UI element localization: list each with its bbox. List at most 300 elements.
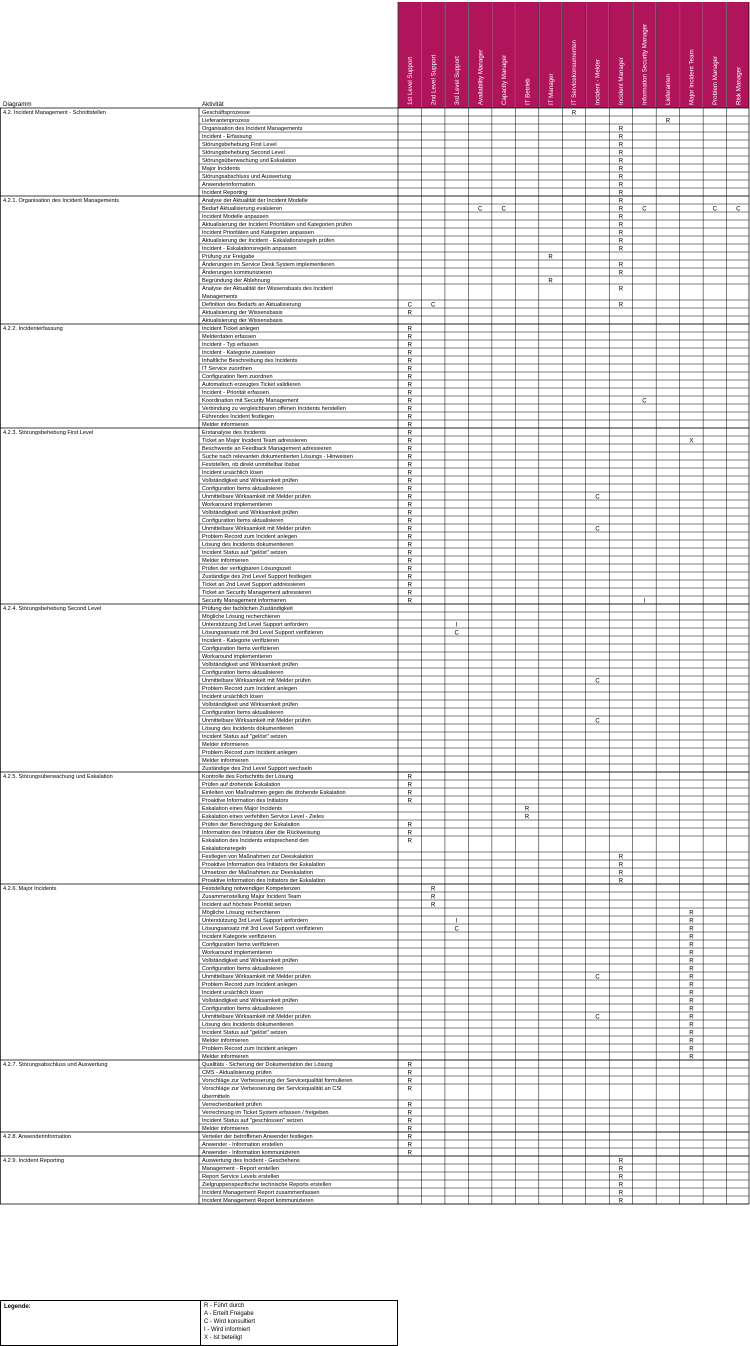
- raci-mark: R: [618, 1182, 624, 1189]
- legend-item-r: R - Führt durch: [204, 1303, 245, 1309]
- raci-mark: R: [407, 438, 412, 445]
- activity-cell: Aktualisierung der Wissensbasis: [202, 318, 283, 325]
- section-title: 4.2.1. Organisation des Incident Managements: [3, 198, 119, 205]
- activity-cell: Inhaltliche Beschreibung des Incidents: [202, 358, 298, 365]
- activity-cell: Begründung der Ablehnung: [202, 278, 271, 285]
- raci-mark: R: [618, 1166, 624, 1173]
- raci-mark: C: [595, 718, 600, 725]
- role-label: Incident - Melder: [594, 58, 602, 105]
- raci-mark: R: [407, 510, 412, 517]
- activity-cell: Lösung des Incidents dokumentieren: [202, 726, 294, 733]
- activity-cell: Qualitäts - Sicherung der Dokumentation der Lösung: [202, 1062, 333, 1069]
- raci-mark: R: [689, 1006, 694, 1013]
- raci-mark: R: [407, 326, 412, 333]
- role-label: Capacity Manager: [500, 54, 508, 105]
- activity-cell: Lösungsansatz mit 3rd Level Support verifizieren: [202, 926, 323, 933]
- section-title: 4.2.5. Störungsüberwachung und Eskalation: [3, 774, 113, 781]
- raci-mark: R: [407, 798, 412, 805]
- raci-mark: R: [407, 774, 412, 781]
- raci-mark: R: [407, 822, 412, 829]
- activity-cell: Koordination mit Security Management: [202, 398, 299, 405]
- raci-mark: R: [407, 1078, 412, 1085]
- raci-mark: R: [689, 1030, 694, 1037]
- role-label: Major Incident Team: [688, 49, 696, 105]
- activity-cell: Incident Status auf "gelöst" setzen: [202, 734, 287, 741]
- activity-cell: Aktualisierung der Incident Prioritäten und Kategorien prüfen: [202, 222, 352, 229]
- role-label: 3rd Level Support: [453, 56, 461, 105]
- legend-item-x: X - Ist beteiligt: [204, 1335, 243, 1341]
- raci-mark: R: [618, 270, 624, 277]
- raci-mark: C: [736, 206, 741, 213]
- raci-mark: R: [618, 206, 624, 213]
- activity-cell: Melder informieren: [202, 1054, 249, 1061]
- raci-mark: R: [689, 934, 694, 941]
- activity-cell: Incident - Erfassung: [202, 134, 252, 141]
- activity-cell: Aktualisierung der Wissensbasis: [202, 310, 283, 317]
- activity-cell: Configuration Items aktualisieren: [202, 518, 284, 525]
- role-label: IT Betrieb: [524, 78, 532, 105]
- activity-cell: Zielgruppenspezifische technische Reports erstellen: [202, 1182, 332, 1189]
- raci-mark: R: [407, 1150, 412, 1157]
- activity-cell: Unmittelbare Wirksamkeit mit Melder prüfen: [202, 526, 311, 533]
- activity-cell: Workaround implementieren: [202, 950, 273, 957]
- raci-mark: R: [689, 910, 694, 917]
- activity-cell: Unmittelbare Wirksamkeit mit Melder prüfen: [202, 974, 311, 981]
- raci-mark: R: [689, 1054, 694, 1061]
- raci-mark: R: [689, 918, 694, 925]
- raci-mark: R: [689, 950, 694, 957]
- raci-mark: R: [407, 454, 412, 461]
- raci-mark: R: [407, 1070, 412, 1077]
- activity-cell: übermitteln: [202, 1094, 230, 1101]
- activity-cell: Incident - Priorität erfassen: [202, 390, 269, 397]
- activity-cell: Incident Reporting: [202, 190, 248, 197]
- raci-mark: R: [618, 158, 624, 165]
- raci-mark: R: [431, 894, 436, 901]
- raci-mark: C: [595, 1014, 600, 1021]
- activity-cell: Lösung des Incidents dokumentieren: [202, 542, 294, 549]
- activity-cell: Anwender - Information erstellen: [202, 1142, 283, 1149]
- raci-mark: R: [618, 870, 624, 877]
- activity-cell: Incident - Eskalationsregeln anpassen: [202, 246, 297, 253]
- role-header: [398, 2, 749, 108]
- raci-mark: R: [407, 518, 412, 525]
- raci-mark: R: [407, 1062, 412, 1069]
- activity-cell: Vorschläge zur Verbesserung der Servicequalität an CSI: [202, 1086, 342, 1093]
- raci-mark: X: [689, 438, 694, 445]
- raci-mark: C: [477, 206, 483, 213]
- raci-mark: R: [524, 806, 530, 813]
- activity-cell: Workaround implementieren: [202, 654, 273, 661]
- raci-mark: R: [689, 1046, 694, 1053]
- raci-mark: R: [431, 886, 436, 893]
- activity-cell: Vollständigkeit und Wirksamkeit prüfen: [202, 958, 299, 965]
- activity-cell: Vollständigkeit und Wirksamkeit prüfen: [202, 702, 299, 709]
- raci-mark: R: [618, 182, 624, 189]
- activity-cell: IT Service zuordnen: [202, 366, 252, 373]
- activity-cell: Melder informieren: [202, 1126, 249, 1133]
- raci-mark: R: [618, 230, 624, 237]
- activity-cell: Incident ursächlich lösen: [202, 470, 264, 477]
- activity-cell: Problem Record zum Incident anlegen: [202, 982, 298, 989]
- activity-header: Aktivität: [202, 101, 224, 108]
- raci-mark: C: [431, 302, 436, 309]
- activity-cell: Unmittelbare Wirksamkeit mit Melder prüfen: [202, 1014, 311, 1021]
- activity-cell: Proaktive Information des Initiators der Eskalation: [202, 862, 326, 869]
- legend-items: [200, 1301, 255, 1345]
- activity-cell: Mögliche Lösung recherchieren: [202, 910, 281, 917]
- raci-mark: R: [618, 198, 624, 205]
- raci-mark: R: [618, 262, 624, 269]
- raci-mark: R: [571, 110, 577, 117]
- activity-cell: Zusammenstellung Major Incident Team: [202, 894, 302, 901]
- raci-mark: R: [618, 142, 624, 149]
- activity-cell: Proaktive Information des Initiators: [202, 798, 289, 805]
- section-title: 4.2. Incident Management - Schnittstellen: [3, 110, 106, 117]
- activity-cell: Security Management informieren: [202, 598, 286, 605]
- role-label: Problem Manager: [712, 55, 720, 105]
- legend-item-a: A - Erteilt Freigabe: [204, 1311, 254, 1317]
- raci-mark: R: [407, 470, 412, 477]
- raci-mark: R: [407, 590, 412, 597]
- activity-cell: Verrechnung im Ticket System erfassen / freigeben: [202, 1110, 329, 1117]
- activity-cell: Kontrolle des Fortschritts der Lösung: [202, 774, 294, 781]
- raci-mark: R: [407, 1110, 412, 1117]
- role-label: Availability Manager: [477, 49, 485, 105]
- raci-mark: R: [407, 374, 412, 381]
- role-label: IT Servicekonsumenten: [571, 40, 579, 105]
- activity-cell: Störungsbehebung First Level: [202, 142, 277, 149]
- activity-cell: Eskalation eines Major Incidents: [202, 806, 283, 813]
- raci-mark: R: [689, 942, 694, 949]
- activity-cell: Incident Status auf "geschlossen" setzen: [202, 1118, 303, 1125]
- raci-mark: C: [595, 494, 600, 501]
- raci-mark: R: [524, 814, 530, 821]
- raci-mark: R: [407, 1134, 412, 1141]
- activity-cell: Problem Record zum Incident anlegen: [202, 686, 298, 693]
- raci-mark: R: [407, 526, 412, 533]
- activity-cell: Ticket an 2nd Level Support addressieren: [202, 582, 306, 589]
- raci-mark: R: [618, 854, 624, 861]
- activity-cell: Managements: [202, 294, 238, 301]
- activity-cell: Incident - Typ erfassen: [202, 342, 259, 349]
- raci-mark: R: [618, 862, 624, 869]
- raci-mark: R: [407, 342, 412, 349]
- activity-cell: Incident Status auf "gelöst" setzen: [202, 550, 287, 557]
- raci-mark: R: [618, 126, 624, 133]
- activity-cell: Incident Ticket anlegen: [202, 326, 260, 333]
- activity-cell: Änderungen im Service Desk System implementieren: [202, 262, 335, 269]
- activity-cell: Management - Report erstellen: [202, 1166, 280, 1173]
- raci-mark: R: [618, 246, 624, 253]
- activity-cell: Incident Prioritäten und Kategorien anpassen: [202, 230, 314, 237]
- activity-cell: Melder informieren: [202, 558, 249, 565]
- raci-mark: R: [548, 254, 553, 261]
- raci-mark: C: [454, 926, 459, 933]
- raci-mark: R: [407, 782, 412, 789]
- activity-cell: Major Incidents: [202, 166, 240, 173]
- activity-cell: Störungsüberwachung und Eskalation: [202, 158, 297, 165]
- raci-mark: R: [407, 462, 412, 469]
- raci-mark: R: [431, 902, 436, 909]
- activity-cell: Incident ursächlich lösen: [202, 990, 264, 997]
- raci-mark: R: [407, 838, 412, 845]
- raci-mark: R: [407, 1118, 412, 1125]
- activity-cell: Proaktive Information des Initiators der Eskalation: [202, 878, 326, 885]
- raci-mark: R: [407, 790, 412, 797]
- raci-mark: R: [407, 830, 412, 837]
- raci-mark: R: [407, 1142, 412, 1149]
- raci-mark: C: [407, 302, 412, 309]
- activity-cell: Lösung des Incidents dokumentieren: [202, 1022, 294, 1029]
- activity-cell: Prüfen der Berechtigung der Eskalation: [202, 822, 300, 829]
- activity-cell: Verrechenbarkeit prüfen: [202, 1102, 262, 1109]
- raci-mark: R: [407, 534, 412, 541]
- raci-mark: R: [618, 214, 624, 221]
- role-label: Risk Manager: [735, 66, 743, 105]
- legend-item-i: I - Wird informiert: [204, 1327, 251, 1333]
- raci-mark: R: [407, 406, 412, 413]
- raci-mark: R: [407, 598, 412, 605]
- activity-cell: Anwenderinformation: [202, 182, 255, 189]
- raci-mark: R: [689, 982, 694, 989]
- raci-mark: R: [407, 558, 412, 565]
- activity-cell: Zuständige des 2nd Level Support festlegen: [202, 574, 312, 581]
- activity-cell: Melder informieren: [202, 1038, 249, 1045]
- section-title: 4.2.8. Anwenderinformation: [3, 1134, 72, 1141]
- raci-mark: R: [689, 974, 694, 981]
- activity-cell: Incident Kategorie verifizieren: [202, 934, 276, 941]
- raci-mark: R: [407, 1126, 412, 1133]
- raci-mark: R: [618, 166, 624, 173]
- activity-cell: Vollständigkeit und Wirksamkeit prüfen: [202, 998, 299, 1005]
- raci-mark: I: [455, 622, 458, 629]
- activity-cell: Festlegen von Maßnahmen zur Deeskalation: [202, 854, 314, 861]
- activity-cell: Unmittelbare Wirksamkeit mit Melder prüfen: [202, 678, 311, 685]
- section-title: 4.2.2. Incidenterfassung: [3, 326, 63, 333]
- activity-cell: Beschwerde an Feedback Management adressieren: [202, 446, 332, 453]
- activity-cell: Auswertung des Incident - Geschehens: [202, 1158, 300, 1165]
- activity-cell: Analyse der Aktualität der Incident Modelle: [202, 198, 308, 205]
- activity-cell: Ticket an Major Incident Team adressieren: [202, 438, 308, 445]
- activity-cell: Configuration Items aktualisieren: [202, 486, 284, 493]
- activity-cell: Configuration Items aktualisieren: [202, 710, 284, 717]
- activity-cell: Melder informieren: [202, 742, 249, 749]
- raci-mark: R: [407, 1102, 412, 1109]
- activity-cell: Melder informieren: [202, 758, 249, 765]
- activity-cell: Umsetzen der Maßnahmen zur Deeskalation: [202, 870, 313, 877]
- raci-mark: C: [454, 630, 459, 637]
- role-label: Lieferanten: [665, 74, 673, 105]
- activity-cell: Information des Initiators über die Rückweisung: [202, 830, 320, 837]
- activity-cell: Configuration Items aktualisieren: [202, 670, 284, 677]
- activity-cell: Incident Status auf "gelöst" setzen: [202, 1030, 287, 1037]
- activity-cell: Lösungsansatz mit 3rd Level Support verifizieren: [202, 630, 323, 637]
- raci-mark: R: [407, 582, 412, 589]
- activity-cell: Workaround implementieren: [202, 502, 273, 509]
- activity-cell: Feststellen, ob direkt unmittelbar lösbar: [202, 462, 300, 469]
- raci-mark: R: [618, 1158, 624, 1165]
- activity-cell: Configuration Item zuordnen: [202, 374, 273, 381]
- raci-mark: C: [712, 206, 718, 213]
- activity-cell: Feststellung notwendiger Kompetenzen: [202, 886, 301, 893]
- raci-mark: R: [407, 486, 412, 493]
- raci-mark: R: [689, 990, 694, 997]
- raci-mark: R: [407, 1086, 412, 1093]
- role-label: Incident Manager: [618, 57, 626, 105]
- raci-mark: R: [618, 134, 624, 141]
- activity-cell: Vollständigkeit und Wirksamkeit prüfen: [202, 662, 299, 669]
- activity-cell: Incident auf höchste Priorität setzen: [202, 902, 291, 909]
- activity-cell: Prüfen auf drohende Eskalation: [202, 782, 281, 789]
- activity-cell: Aktualisierung der Incident - Eskalationsregeln prüfen: [202, 238, 335, 245]
- activity-cell: Unmittelbare Wirksamkeit mit Melder prüfen: [202, 494, 311, 501]
- raci-mark: R: [407, 414, 412, 421]
- section-title: 4.2.4. Störungsbehebung Second Level: [3, 606, 102, 613]
- raci-mark: I: [455, 918, 458, 925]
- raci-mark: R: [689, 926, 694, 933]
- raci-mark: R: [618, 174, 624, 181]
- activity-cell: Vollständigkeit und Wirksamkeit prüfen: [202, 510, 299, 517]
- raci-mark: R: [618, 1174, 624, 1181]
- raci-mark: R: [407, 334, 412, 341]
- activity-cell: Problem Record zum Incident anlegen: [202, 750, 298, 757]
- activity-cell: Configuration Items aktualisieren: [202, 966, 284, 973]
- activity-cell: Ticket an Security Management adressieren: [202, 590, 312, 597]
- raci-mark: R: [407, 542, 412, 549]
- role-label: Information Security Manager: [641, 23, 649, 105]
- raci-mark: R: [407, 382, 412, 389]
- activity-cell: Incident - Kategorie zuweisen: [202, 350, 276, 357]
- raci-mark: I: [643, 598, 646, 605]
- raci-mark: R: [407, 390, 412, 397]
- raci-mark: R: [407, 574, 412, 581]
- role-label: 1st Level Support: [406, 56, 414, 105]
- activity-cell: Vollständigkeit und Wirksamkeit prüfen: [202, 478, 299, 485]
- activity-cell: Prüfung der fachlichen Zuständigkeit: [202, 606, 293, 613]
- section-title: 4.2.3. Störungsbehebung First Level: [3, 430, 94, 437]
- activity-cell: Erstanalyse des Incidents: [202, 430, 266, 437]
- activity-cell: Vorschläge zur Verbesserung der Servicequalität formulieren: [202, 1078, 353, 1085]
- raci-mark: R: [618, 878, 624, 885]
- raci-mark: R: [689, 1038, 694, 1045]
- activity-cell: Einleiten von Maßnahmen gegen die drohende Eskalation: [202, 790, 346, 797]
- activity-cell: Incident Management Report zusammenfassen: [202, 1190, 320, 1197]
- raci-mark: R: [618, 1190, 624, 1197]
- activity-cell: Verteiler der betroffenen Anwender festlegen: [202, 1134, 313, 1141]
- role-label: IT Manager: [547, 73, 555, 105]
- legend-title: Legende:: [4, 1304, 31, 1310]
- activity-cell: Prüfung zur Freigabe: [202, 254, 255, 261]
- activity-cell: Lieferantenprozess: [202, 118, 250, 125]
- activity-cell: Bedarf Aktualisierung evaluieren: [202, 206, 283, 213]
- raci-mark: R: [618, 190, 624, 197]
- activity-cell: Configuration Items aktualisieren: [202, 1006, 284, 1013]
- raci-mark: R: [689, 966, 694, 973]
- raci-mark: C: [642, 206, 647, 213]
- activity-cell: Verbindung zu vergleichbaren offenen Incidents herstellen: [202, 406, 346, 413]
- activity-cell: Mögliche Lösung recherchieren: [202, 614, 281, 621]
- activity-cell: Störungsabschluss und Auswertung: [202, 174, 291, 181]
- activity-cell: Unmittelbare Wirksamkeit mit Melder prüfen: [202, 718, 311, 725]
- raci-mark: R: [407, 398, 412, 405]
- activity-cell: Incident - Kategorie verifizieren: [202, 638, 280, 645]
- activity-cell: Definition des Bedarfs an Aktualisierung: [202, 302, 301, 309]
- activity-cell: Eskalation eines verfehlten Service Level - Zieles: [202, 814, 324, 821]
- activity-cell: Suche nach relevanten dokumentierten Lösungs - Hinweisen: [202, 454, 353, 461]
- activity-cell: Prüfen der verfügbaren Lösungszeit: [202, 566, 291, 573]
- activity-cell: Unterstützung 3rd Level Support anfordern: [202, 918, 309, 925]
- raci-mark: C: [642, 398, 647, 405]
- activity-cell: Melderdaten erfassen: [202, 334, 257, 341]
- raci-mark: R: [407, 430, 412, 437]
- raci-mark: R: [689, 958, 694, 965]
- activity-cell: Problem Record zum Incident anlegen: [202, 1046, 298, 1053]
- raci-mark: C: [595, 526, 600, 533]
- raci-mark: R: [618, 150, 624, 157]
- activity-cell: Organisation des Incident Managements: [202, 126, 303, 133]
- activity-cell: Problem Record zum Incident anlegen: [202, 534, 298, 541]
- activity-cell: Analyse der Aktualität der Wissensbasis des Incident: [202, 286, 333, 293]
- activity-cell: Änderungen kommunizieren: [202, 270, 272, 277]
- raci-mark: C: [501, 206, 506, 213]
- legend-item-c: C - Wird konsultiert: [204, 1319, 256, 1325]
- raci-mark: R: [407, 446, 412, 453]
- activity-cell: Automatisch erzeugtes Ticket validieren: [202, 382, 301, 389]
- activity-cell: Incident ursächlich lösen: [202, 694, 264, 701]
- legend-box: [0, 1300, 398, 1346]
- raci-mark: R: [407, 550, 412, 557]
- raci-mark: R: [407, 366, 412, 373]
- activity-cell: Report Service Levels erstellen: [202, 1174, 280, 1181]
- activity-cell: Anwender - Information kommunizieren: [202, 1150, 300, 1157]
- raci-mark: R: [407, 502, 412, 509]
- raci-mark: R: [407, 566, 412, 573]
- activity-cell: Incident Management Report kommunizieren: [202, 1198, 314, 1205]
- raci-mark: R: [618, 286, 624, 293]
- activity-cell: Eskalation des Incidents entsprechend den: [202, 838, 309, 845]
- diagram-header: Diagramm: [3, 101, 32, 108]
- raci-mark: C: [595, 678, 600, 685]
- role-label: 2nd Level Support: [430, 54, 438, 105]
- activity-cell: Zuständige des 2nd Level Support wechseln: [202, 766, 313, 773]
- activity-cell: Störungsbehebung Second Level: [202, 150, 285, 157]
- raci-mark: R: [407, 494, 412, 501]
- raci-mark: R: [689, 1014, 694, 1021]
- section-title: 4.2.9. Incident Reporting: [3, 1158, 64, 1165]
- section-title: 4.2.7. Störungsabschluss und Auswertung: [3, 1062, 108, 1069]
- raci-mark: R: [407, 350, 412, 357]
- raci-mark: R: [618, 302, 624, 309]
- raci-mark: R: [618, 1198, 624, 1205]
- activity-cell: Melder informieren: [202, 422, 249, 429]
- raci-mark: R: [618, 238, 624, 245]
- raci-mark: C: [595, 974, 600, 981]
- activity-cell: Configuration Items verifizieren: [202, 942, 280, 949]
- raci-mark: R: [689, 998, 694, 1005]
- raci-mark: R: [407, 358, 412, 365]
- activity-cell: Führendes Incident festlegen: [202, 414, 275, 421]
- activity-cell: Geschäftsprozesse: [202, 110, 250, 117]
- raci-mark: R: [689, 1022, 694, 1029]
- activity-cell: Unterstützung 3rd Level Support anfordern: [202, 622, 309, 629]
- activity-cell: Incident Modelle anpassen: [202, 214, 269, 221]
- activity-cell: Eskalationsregeln: [202, 846, 247, 853]
- activity-cell: CMS - Aktualisierung prüfen: [202, 1070, 272, 1077]
- raci-mark: R: [407, 310, 412, 317]
- raci-mark: R: [548, 278, 553, 285]
- raci-mark: R: [665, 118, 671, 125]
